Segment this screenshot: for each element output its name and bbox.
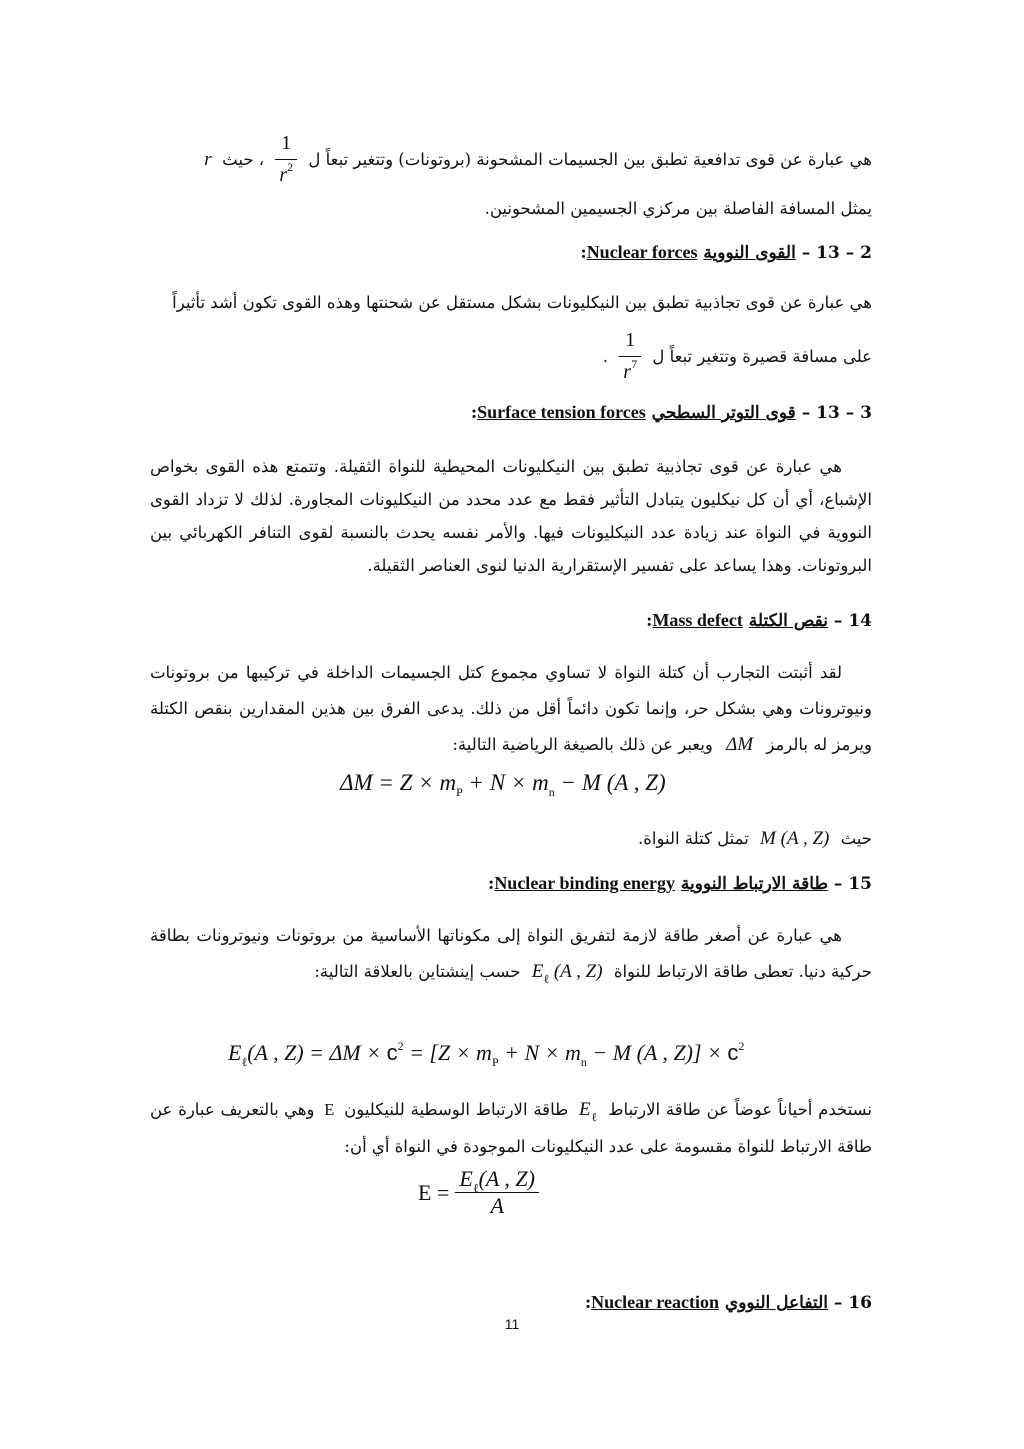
intro-fraction: $\frac{1}{r^2}$ xyxy=(275,128,297,193)
heading-14-ar: نقص الكتلة xyxy=(748,611,828,631)
sec-15-paragraph-2: نستخدم أحياناً عوضاً عن طاقة الارتباط $E_\ell$ طاقة الارتباط الوسطية للنيكليون E وهي بالتعريف عبارة عن طاقة الارتباط للنواة مقسومة على عدد النيكليونات الموجودة في النواة أي أن: xyxy=(150,1099,872,1156)
average-binding-equation: E = $\frac{E_\ell(A , Z)}{A}$ xyxy=(418,1166,539,1219)
heading-16-en: Nuclear reaction xyxy=(591,1292,719,1312)
heading-13-3: 3 – 13 – قوى التوتر السطحي Surface tension forces: xyxy=(470,402,872,423)
heading-13-2-ar: القوى النووية xyxy=(703,243,796,263)
delta-m-symbol: ΔM xyxy=(726,734,754,755)
sec-15-paragraph: هي عبارة عن أصغر طاقة لازمة لتفريق النواة إلى مكوناتها الأساسية من بروتونات ونيوترونات بطاقة حركية دنيا. تعطى طاقة الارتباط للنواة $E_\ell$ (A , Z) حسب إينشتاين بالعلاقة التالية: xyxy=(150,926,872,986)
mass-defect-equation: $\Delta M = Z \times m_P + N \times m_n - M$ (A , Z) xyxy=(340,770,666,799)
heading-13-3-ar: قوى التوتر السطحي xyxy=(651,403,796,423)
binding-energy-equation: $E_\ell(A$ , $Z) = \Delta M \times c^2 = [Z \times m_P + N \times m_n - M$ (A , $Z)] \times c^2$ xyxy=(228,1039,745,1069)
sec-14-paragraph: لقد أثبتت التجارب أن كتلة النواة لا تساوي مجموع كتل الجسيمات الداخلة في تركيبها من بروتونات ونيوترونات وهي بشكل حر، وإنما تكون دائماً أقل من ذلك. يدعى الفرق بين هذين المقدارين بنقص الكتلة ويرمز له بالرمز ΔM ويعبر عن ذلك بالصيغة الرياضية التالية: xyxy=(150,663,872,755)
heading-15-en: Nuclear binding energy xyxy=(494,873,675,893)
average-binding-fraction: $\frac{E_\ell(A , Z)}{A}$ xyxy=(455,1166,539,1219)
intro-var-r: r xyxy=(204,149,212,170)
heading-16-ar: التفاعل النووي xyxy=(724,1293,828,1313)
intro-after: ، حيث xyxy=(222,150,265,169)
heading-13-2-en: Nuclear forces xyxy=(586,242,698,262)
binding-energy-symbol: $E_\ell$ (A , Z) xyxy=(531,961,603,986)
sec-13-2-fraction: $\frac{1}{r^7}$ xyxy=(619,325,641,390)
heading-14: 14 – نقص الكتلة Mass defect: xyxy=(646,610,872,631)
heading-13-3-en: Surface tension forces xyxy=(477,402,646,422)
intro-line-1 xyxy=(150,128,872,193)
heading-14-en: Mass defect xyxy=(652,610,743,630)
intro-line-2: يمثل المسافة الفاصلة بين مركزي الجسيمين المشحونين. xyxy=(484,199,872,218)
heading-13-2: 2 – 13 – القوى النووية Nuclear forces: xyxy=(580,242,872,263)
sec-13-2-line-2: على مسافة قصيرة وتتغير تبعاً ل $\frac{1}{r^7}$ . xyxy=(150,325,872,390)
sec-13-3-paragraph: هي عبارة عن قوى تجاذبية تطبق بين النيكليونات المحيطية للنواة الثقيلة. وتتمتع هذه القوى بخواص الإشباع، أي أن كل نيكليون يتبادل التأثير فقط مع عدد محدد من النيكليونات المجاورة. لذلك لا تزداد القوى النووية في النواة عند زيادة عدد النيكليونات فيها. والأمر نفسه يحدث بالنسبة لقوى التنافر الكهربائي بين البروتونات. وهذا يساعد على تفسير الإستقرارية الدنيا لنوى العناصر الثقيلة. xyxy=(150,457,872,575)
sec-13-2-line-1: هي عبارة عن قوى تجاذبية تطبق بين النيكليونات بشكل مستقل عن شحنتها وهذه القوى تكون أشد تأثيراً xyxy=(172,293,872,312)
intro-text: هي عبارة عن قوى تدافعية تطبق بين الجسيمات المشحونة (بروتونات) وتتغير تبعاً ل xyxy=(308,150,872,169)
heading-15: 15 – طاقة الارتباط النووية Nuclear binding energy: xyxy=(488,873,872,894)
heading-15-ar: طاقة الارتباط النووية xyxy=(680,874,828,894)
sec-14-where: حيث M (A , Z) تمثل كتلة النواة. xyxy=(637,828,872,849)
page-number: 11 xyxy=(504,1316,520,1332)
heading-16: 16 – التفاعل النووي Nuclear reaction: xyxy=(584,1292,872,1313)
